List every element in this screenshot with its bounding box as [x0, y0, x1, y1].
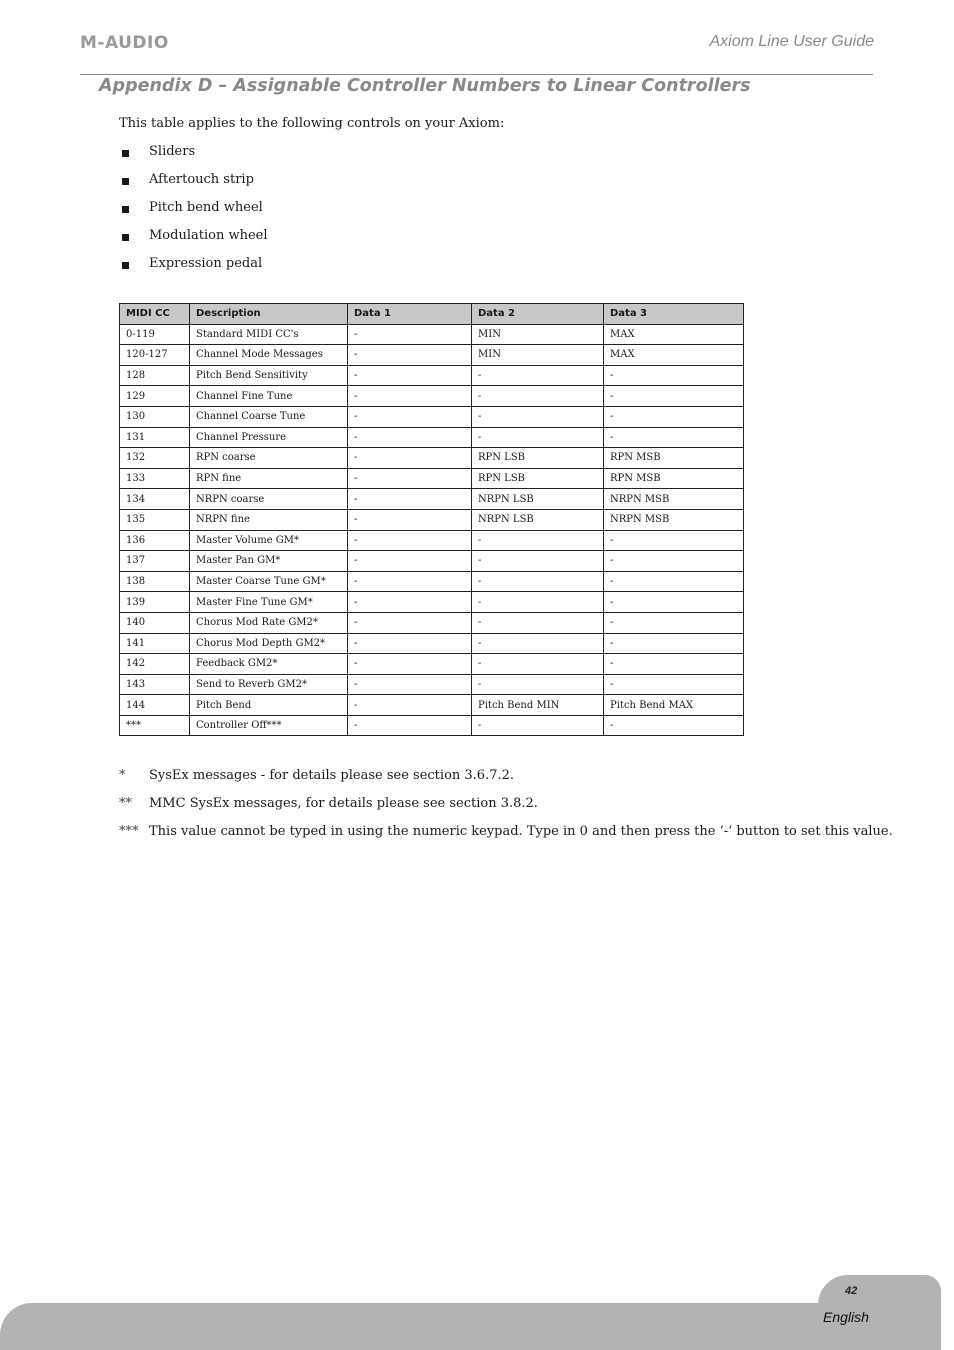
table-cell: Chorus Mod Rate GM2* — [190, 612, 348, 633]
table-cell: NRPN MSB — [604, 509, 744, 530]
table-cell: - — [604, 365, 744, 386]
table-cell: 143 — [120, 674, 190, 695]
list-item — [119, 200, 268, 228]
footnote-text: This value cannot be typed in using the numeric keypad. Type in 0 and then press the ‘-‘ button to set this value. — [149, 824, 893, 839]
list-item-label: Sliders — [149, 144, 196, 159]
table-cell: - — [348, 695, 472, 716]
table-cell: 137 — [120, 551, 190, 572]
table-cell: 135 — [120, 509, 190, 530]
footer-bar — [0, 1303, 941, 1350]
table-row — [120, 324, 744, 345]
table-cell: 144 — [120, 695, 190, 716]
list-item-label: Aftertouch strip — [149, 172, 254, 187]
table-cell: - — [348, 427, 472, 448]
table-cell: 132 — [120, 448, 190, 469]
table-cell: - — [348, 674, 472, 695]
page-heading: Appendix D – Assignable Controller Numbers to Linear Controllers — [99, 76, 751, 96]
table-cell: 131 — [120, 427, 190, 448]
table-cell: - — [604, 386, 744, 407]
table-cell: - — [472, 530, 604, 551]
table-cell: - — [348, 551, 472, 572]
table-cell: - — [604, 633, 744, 654]
table-cell: - — [472, 365, 604, 386]
table-cell: - — [604, 592, 744, 613]
table-cell: 133 — [120, 468, 190, 489]
table-cell: Pitch Bend MAX — [604, 695, 744, 716]
table-row — [120, 612, 744, 633]
table-row — [120, 489, 744, 510]
table-row — [120, 365, 744, 386]
table-cell: - — [604, 551, 744, 572]
table-row — [120, 468, 744, 489]
table-cell: - — [472, 427, 604, 448]
table-cell: NRPN MSB — [604, 489, 744, 510]
bullet-square-icon — [122, 206, 129, 213]
table-row — [120, 551, 744, 572]
table-cell: - — [348, 509, 472, 530]
table-row — [120, 448, 744, 469]
table-header-row — [120, 304, 744, 325]
table-row — [120, 345, 744, 366]
table-cell: 141 — [120, 633, 190, 654]
column-header-midi-cc: MIDI CC — [120, 304, 190, 325]
table-cell: - — [472, 571, 604, 592]
table-cell: - — [604, 406, 744, 427]
table-cell: 134 — [120, 489, 190, 510]
column-header-data-2: Data 2 — [472, 304, 604, 325]
table-cell: 142 — [120, 654, 190, 675]
column-header-description: Description — [190, 304, 348, 325]
table-cell: 138 — [120, 571, 190, 592]
table-cell: Channel Mode Messages — [190, 345, 348, 366]
table-cell: RPN LSB — [472, 468, 604, 489]
bullet-square-icon — [122, 234, 129, 241]
table-cell: MAX — [604, 324, 744, 345]
table-cell: - — [604, 427, 744, 448]
footnote-text: SysEx messages - for details please see section 3.6.7.2. — [149, 768, 515, 783]
table-cell: - — [472, 674, 604, 695]
table-cell: - — [604, 654, 744, 675]
table-cell: Standard MIDI CC's — [190, 324, 348, 345]
table-cell: 128 — [120, 365, 190, 386]
table-cell: Send to Reverb GM2* — [190, 674, 348, 695]
table-row — [120, 386, 744, 407]
table-cell: Pitch Bend — [190, 695, 348, 716]
table-cell: MIN — [472, 345, 604, 366]
table-cell: - — [472, 551, 604, 572]
table-cell: - — [472, 633, 604, 654]
table-row — [120, 406, 744, 427]
table-cell: NRPN fine — [190, 509, 348, 530]
language-label: English — [823, 1309, 869, 1325]
table-cell: - — [472, 654, 604, 675]
table-cell: *** — [120, 715, 190, 736]
table-row — [120, 427, 744, 448]
table-cell: - — [348, 633, 472, 654]
footnote — [119, 824, 893, 852]
table-cell: Master Volume GM* — [190, 530, 348, 551]
guide-title: Axiom Line User Guide — [709, 33, 874, 50]
table-cell: - — [472, 406, 604, 427]
bullet-square-icon — [122, 262, 129, 269]
footnote — [119, 768, 893, 796]
table-cell: - — [472, 592, 604, 613]
table-body — [120, 324, 744, 736]
table-cell: - — [348, 345, 472, 366]
table-cell: Pitch Bend Sensitivity — [190, 365, 348, 386]
table-cell: Feedback GM2* — [190, 654, 348, 675]
table-row — [120, 715, 744, 736]
table-cell: - — [348, 571, 472, 592]
table-cell: Channel Coarse Tune — [190, 406, 348, 427]
table-row — [120, 674, 744, 695]
table-cell: - — [604, 715, 744, 736]
table-cell: RPN MSB — [604, 468, 744, 489]
table-cell: NRPN LSB — [472, 489, 604, 510]
table-cell: NRPN coarse — [190, 489, 348, 510]
table-row — [120, 695, 744, 716]
bullet-square-icon — [122, 178, 129, 185]
table-cell: - — [348, 612, 472, 633]
table-row — [120, 530, 744, 551]
header-divider — [80, 74, 873, 75]
table-cell: - — [472, 715, 604, 736]
page-number: 42 — [845, 1285, 858, 1297]
table-cell: 139 — [120, 592, 190, 613]
table-cell: Controller Off*** — [190, 715, 348, 736]
table-cell: 136 — [120, 530, 190, 551]
table-cell: - — [604, 571, 744, 592]
list-item-label: Modulation wheel — [149, 228, 268, 243]
table-cell: RPN LSB — [472, 448, 604, 469]
table-cell: 0-119 — [120, 324, 190, 345]
table-row — [120, 592, 744, 613]
table-cell: - — [348, 489, 472, 510]
table-cell: RPN fine — [190, 468, 348, 489]
bullet-square-icon — [122, 150, 129, 157]
table-cell: 129 — [120, 386, 190, 407]
footnote-mark: * — [119, 768, 126, 783]
table-cell: 130 — [120, 406, 190, 427]
footnotes — [119, 768, 893, 852]
intro-text: This table applies to the following controls on your Axiom: — [119, 116, 505, 131]
table-cell: - — [348, 448, 472, 469]
controls-list — [119, 144, 268, 284]
table-cell: - — [348, 654, 472, 675]
table-cell: - — [348, 365, 472, 386]
table-cell: RPN coarse — [190, 448, 348, 469]
footnote — [119, 796, 893, 824]
table-cell: 140 — [120, 612, 190, 633]
table-cell: NRPN LSB — [472, 509, 604, 530]
table-cell: - — [472, 612, 604, 633]
table-cell: - — [604, 530, 744, 551]
column-header-data-3: Data 3 — [604, 304, 744, 325]
list-item — [119, 144, 268, 172]
table-cell: MAX — [604, 345, 744, 366]
table-cell: - — [348, 386, 472, 407]
table-row — [120, 509, 744, 530]
list-item-label: Expression pedal — [149, 256, 263, 271]
table-cell: 120-127 — [120, 345, 190, 366]
table-cell: - — [348, 406, 472, 427]
table-cell: - — [472, 386, 604, 407]
table-cell: MIN — [472, 324, 604, 345]
list-item — [119, 172, 268, 200]
list-item — [119, 228, 268, 256]
list-item — [119, 256, 268, 284]
footnote-mark: ** — [119, 796, 132, 811]
table-row — [120, 633, 744, 654]
column-header-data-1: Data 1 — [348, 304, 472, 325]
m-audio-logo: M-AUDIO — [80, 33, 169, 53]
list-item-label: Pitch bend wheel — [149, 200, 263, 215]
table-cell: Channel Pressure — [190, 427, 348, 448]
table-cell: Master Coarse Tune GM* — [190, 571, 348, 592]
table-cell: - — [604, 674, 744, 695]
table-cell: - — [348, 592, 472, 613]
table-cell: Pitch Bend MIN — [472, 695, 604, 716]
controller-table — [119, 303, 744, 736]
table-cell: - — [348, 468, 472, 489]
table-cell: - — [604, 612, 744, 633]
table-cell: Master Pan GM* — [190, 551, 348, 572]
table-cell: RPN MSB — [604, 448, 744, 469]
table-cell: - — [348, 530, 472, 551]
footnote-mark: *** — [119, 824, 139, 839]
table-row — [120, 571, 744, 592]
table-cell: Channel Fine Tune — [190, 386, 348, 407]
table-row — [120, 654, 744, 675]
table-cell: - — [348, 324, 472, 345]
table-cell: - — [348, 715, 472, 736]
footnote-text: MMC SysEx messages, for details please see section 3.8.2. — [149, 796, 538, 811]
table-cell: Chorus Mod Depth GM2* — [190, 633, 348, 654]
table-cell: Master Fine Tune GM* — [190, 592, 348, 613]
